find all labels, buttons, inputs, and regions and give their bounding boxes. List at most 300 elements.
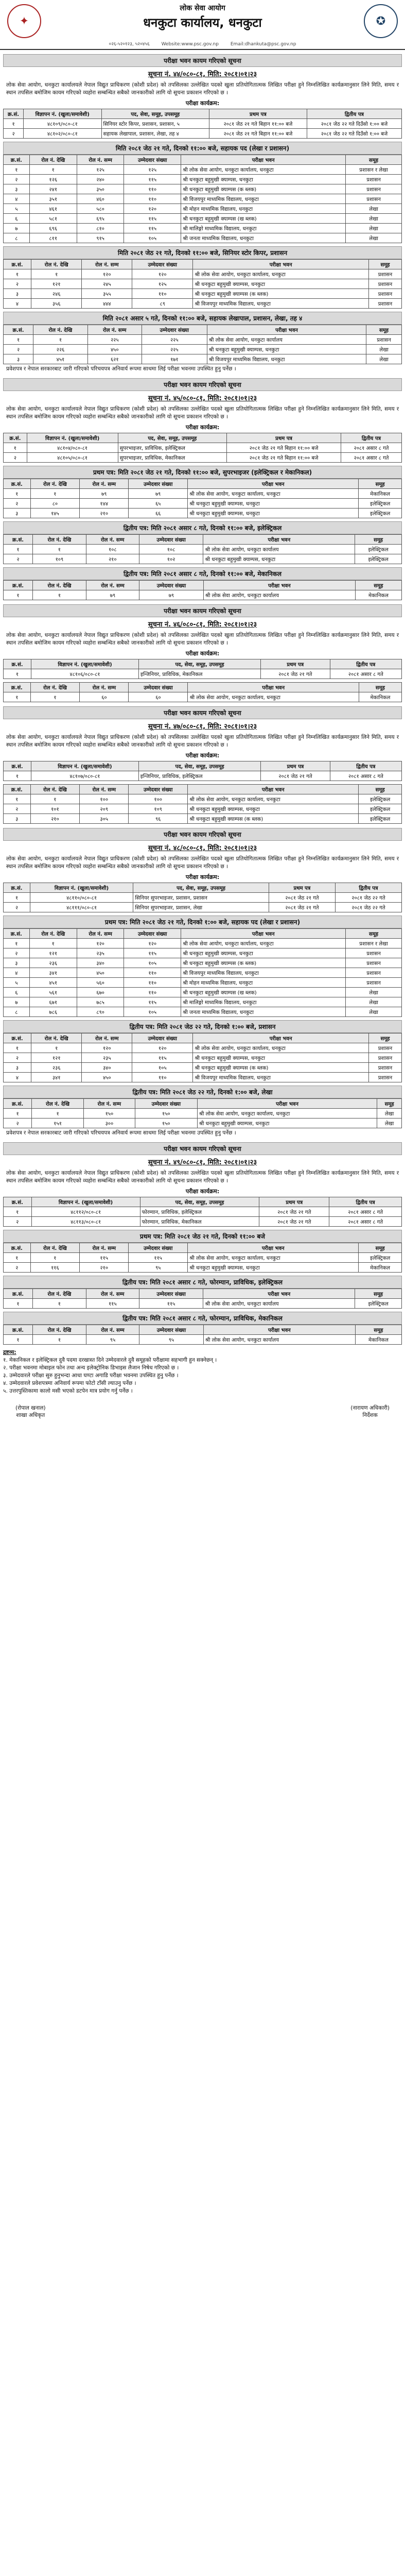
signer-name: (रोपाल खनाल) <box>15 1405 46 1411</box>
notice-paragraph: लोक सेवा आयोग, धनकुटा कार्यालयले नेपाल विद्युत प्राधिकरण (कोशी प्रदेश) को तपसिलका उल्लेखित पदको खुला प्रतियोगितात्मक लिखित परीक्षा हुने निम्नलिखित कार्यक्रमानुसार लिने मिति, समय र स्थान तपसिल बमोजिम कायम गरिएको व्यहोरा सम्बन्धित सबैको जानकारीको लागि यो सूचना प्रकाशन गरिएको छ । <box>6 406 399 420</box>
table-cell: २०८१ जेठ २१ गते <box>269 903 335 912</box>
column-header: रोल नं. देखि <box>33 1325 86 1335</box>
table-cell: श्री लोक सेवा आयोग, धनकुटा कार्यालय <box>203 590 355 600</box>
table-cell: प्रशासन <box>368 289 401 299</box>
column-header: क्र.सं. <box>4 1289 33 1299</box>
table-cell: २३५ <box>77 948 124 958</box>
phone-text: ०२६-५२०१२३, ५२०४५६ <box>109 42 150 47</box>
table-cell: श्री विजयपुर माध्यमिक विद्यालय, धनकुटा <box>193 1073 369 1082</box>
column-header: परीक्षा भवन <box>203 1325 355 1335</box>
table-cell: १ <box>4 692 31 702</box>
column-header: विज्ञापन नं. (खुला/समावेशी) <box>31 761 138 771</box>
column-header: रोल नं. सम्म <box>77 929 124 939</box>
table-cell: २०८१ जेठ २१ गते बिहान ११:०० बजे <box>209 129 307 139</box>
table-cell: प्रशासन <box>346 968 402 978</box>
table-cell: प्रशासन <box>368 1073 401 1082</box>
table-cell: ६५ <box>129 499 188 509</box>
table-cell: ४५० <box>82 1073 132 1082</box>
venue-title: मिति २०८१ असार ५ गते, दिनको ११:०० बजे, सहायक लेखापाल, प्रशासन, लेखा, तह ४ <box>3 312 402 325</box>
table-cell: श्री लोक सेवा आयोग, धनकुटा कार्यालय, धनकुटा <box>188 794 359 804</box>
table-cell: १ <box>4 335 33 345</box>
column-header: समूह <box>346 155 402 165</box>
table-cell: १०५ <box>132 1063 193 1073</box>
column-header: क्र.सं. <box>4 785 31 794</box>
column-header: रोल नं. सम्म <box>80 479 129 489</box>
table-row <box>4 692 402 702</box>
notice-banner: परीक्षा भवन कायम गरिएको सूचना <box>3 604 402 617</box>
table-cell: श्री धनकुटा बहुमुखी क्याम्पस, धनकुटा <box>181 948 346 958</box>
table-cell: ११६ <box>30 1263 80 1273</box>
column-header: उम्मेदवार संख्या <box>139 1325 204 1335</box>
table-cell: २०८१ जेठ २१ गते <box>259 1207 329 1217</box>
table-cell: ८९० <box>77 1007 124 1017</box>
column-header: रोल नं. देखि <box>30 683 80 692</box>
notice-banner: परीक्षा भवन कायम गरिएको सूचना <box>3 828 402 841</box>
table-cell: १०५ <box>124 233 181 243</box>
column-header: क्र.सं. <box>4 581 33 590</box>
footnote-item: ५. उत्तरपुस्तिकामा कालो मसी भएको डटपेन मात्र प्रयोग गर्नु पर्नेछ । <box>3 1388 133 1394</box>
table-cell: लेखा <box>346 233 402 243</box>
table-header-row <box>4 659 402 669</box>
table-cell: ७९ <box>86 590 139 600</box>
table-row <box>4 978 402 988</box>
table-cell: ६७१ <box>29 997 77 1007</box>
table-cell: श्री धनकुटा बहुमुखी क्याम्पस, धनकुटा <box>207 345 366 354</box>
table-cell: ७८६ <box>29 1007 77 1017</box>
table-cell: श्री धनकुटा बहुमुखी क्याम्पस (क ब्लक) <box>193 289 369 299</box>
table-cell: श्री धनकुटा बहुमुखी क्याम्पस (क ब्लक) <box>188 814 359 824</box>
table-row <box>4 669 402 679</box>
table-cell: २ <box>4 1118 32 1128</box>
table-cell: ९५ <box>139 1335 204 1345</box>
table-cell: २ <box>4 804 31 814</box>
table-cell: १२१ <box>31 279 82 289</box>
table-cell: लेखा <box>366 354 402 364</box>
table-cell: ११० <box>132 289 193 299</box>
table-cell: श्री धनकुटा बहुमुखी क्याम्पस, धनकुटा <box>193 279 369 289</box>
table-cell: ६७० <box>77 988 124 997</box>
table-cell: १ <box>33 545 86 554</box>
notice-section <box>3 378 402 600</box>
column-header: रोल नं. सम्म <box>83 1099 135 1109</box>
table-cell: ७८५ <box>77 997 124 1007</box>
table-cell: ३ <box>4 509 31 518</box>
schedule-table <box>3 883 402 912</box>
table-cell: ११० <box>124 184 181 194</box>
table-cell: प्रशासन <box>368 1043 401 1053</box>
table-cell: प्रशासन <box>368 279 401 289</box>
contact-info <box>0 40 405 47</box>
table-cell: १०८ <box>139 545 203 554</box>
notice-banner: परीक्षा भवन कायम गरिएको सूचना <box>3 54 402 67</box>
table-cell: १ <box>4 939 30 948</box>
table-cell: ३०० <box>83 1118 135 1128</box>
table-cell: १०२ <box>139 554 203 564</box>
table-header-row <box>4 1325 402 1335</box>
column-header: उम्मेदवार संख्या <box>124 155 181 165</box>
table-cell: १ <box>4 1207 32 1217</box>
table-row <box>4 1053 402 1063</box>
column-header: रोल नं. देखि <box>33 1289 86 1299</box>
venue-title: द्वितीय पत्र: मिति २०८१ असार ८ गते, दिनको ११:०० बजे, मेकानिकल <box>3 567 402 580</box>
table-cell: ४८१०९/०८०-८१ <box>24 119 101 129</box>
table-cell: ८ <box>4 1007 30 1017</box>
column-header: परीक्षा भवन <box>181 929 346 939</box>
table-cell: इलेक्ट्रिकल <box>359 509 402 518</box>
table-cell: १ <box>4 893 30 903</box>
column-header: विज्ञापन नं. (खुला/समावेशी) <box>24 109 101 119</box>
table-cell: ३०५ <box>80 814 129 824</box>
venue-title: द्वितीय पत्र: मिति २०८१ असार ८ गते, फोरम्यान, प्राविधिक, इलेक्ट्रिकल <box>3 1276 402 1289</box>
venue-table <box>3 155 402 243</box>
column-header: उम्मेदवार संख्या <box>124 929 181 939</box>
column-header: समूह <box>346 929 402 939</box>
table-cell: प्रशासन <box>346 978 402 988</box>
venue-table <box>3 1289 402 1309</box>
table-cell: ४८१०४/०८०-८१ <box>27 443 118 453</box>
website-link[interactable]: Website:www.psc.gov.np <box>161 42 219 47</box>
table-cell: ११५ <box>124 224 181 233</box>
table-cell: १२५ <box>124 165 181 175</box>
column-header: रोल नं. सम्म <box>87 325 142 335</box>
table-cell: प्रशासन <box>346 194 402 204</box>
table-header-row <box>4 785 402 794</box>
column-header: रोल नं. देखि <box>33 325 88 335</box>
table-cell: श्री विजयपुर माध्यमिक विद्यालय, धनकुटा <box>181 194 346 204</box>
table-cell: २०८१ असार ८ गते <box>329 1217 402 1227</box>
table-cell: १ <box>32 1109 84 1118</box>
table-cell: २०८१ असार ८ गते <box>341 453 401 463</box>
column-header: उम्मेदवार संख्या <box>132 1033 193 1043</box>
schedule-label: परीक्षा कार्यक्रम: <box>185 424 220 431</box>
table-cell: २ <box>4 175 30 184</box>
table-cell: १ <box>4 669 31 679</box>
notice-banner: परीक्षा भवन कायम गरिएको सूचना <box>3 706 402 719</box>
table-cell: १ <box>33 1335 86 1345</box>
table-row <box>4 345 402 354</box>
table-cell: १ <box>4 1299 33 1309</box>
column-header: पद, सेवा, समूह, उपसमूह <box>101 109 209 119</box>
table-cell: श्री मालिङ्गो माध्यमिक विद्यालय, धनकुटा <box>181 224 346 233</box>
column-header: क्र.सं. <box>4 109 24 119</box>
column-header: उम्मेदवार संख्या <box>139 535 203 545</box>
table-header-row <box>4 535 402 545</box>
schedule-table <box>3 109 402 139</box>
table-cell: २ <box>4 345 33 354</box>
column-header: रोल नं. सम्म <box>86 1325 139 1335</box>
column-header: द्वितीय पत्र <box>330 659 401 669</box>
psc-logo-icon: ✪ <box>364 4 398 38</box>
column-header: परीक्षा भवन <box>203 581 355 590</box>
column-header: रोल नं. सम्म <box>80 1243 129 1253</box>
venue-title: द्वितीय पत्र: मिति २०८१ जेठ २२ गते, दिनको १:०० बजे, प्रशासन <box>3 1020 402 1033</box>
column-header: समूह <box>366 325 402 335</box>
table-cell: २०८१ असार ८ गते <box>341 443 401 453</box>
venue-table <box>3 259 402 309</box>
table-cell: लेखा <box>346 214 402 224</box>
notice-paragraph: लोक सेवा आयोग, धनकुटा कार्यालयले नेपाल विद्युत प्राधिकरण (कोशी प्रदेश) को तपसिलका उल्लेखित पदको खुला प्रतियोगितात्मक लिखित परीक्षा हुने निम्नलिखित कार्यक्रमानुसार लिने मिति, समय र स्थान तपसिल बमोजिम कायम गरिएको व्यहोरा सम्बन्धित सबैको जानकारीको लागि यो सूचना प्रकाशन गरिएको छ । <box>6 82 399 96</box>
table-cell: २२६ <box>33 345 88 354</box>
table-header-row <box>4 479 402 489</box>
table-cell: प्रशासन <box>346 948 402 958</box>
table-cell: १०५ <box>124 1007 181 1017</box>
table-cell: लेखा <box>346 204 402 214</box>
column-header: परीक्षा भवन <box>203 1289 355 1299</box>
table-header-row <box>4 1289 402 1299</box>
notice-banner: परीक्षा भवन कायम गरिएको सूचना <box>3 1142 402 1155</box>
table-row <box>4 545 402 554</box>
table-cell: ४ <box>4 299 31 309</box>
table-cell: श्री विजयपुर माध्यमिक विद्यालय, धनकुटा <box>193 299 369 309</box>
notice-section <box>3 828 402 1138</box>
email-link[interactable]: Email:dhankuta@psc.gov.np <box>230 42 296 47</box>
table-row <box>4 903 402 912</box>
table-cell: श्री धनकुटा बहुमुखी क्याम्पस, धनकुटा <box>188 804 359 814</box>
notice-number: सूचना नं. ४६/०८०-८१, मिति: २०८१।०१।२३ <box>148 621 257 629</box>
table-row <box>4 1263 402 1273</box>
table-cell: इलेक्ट्रिकल <box>359 1253 402 1263</box>
notice-paragraph: लोक सेवा आयोग, धनकुटा कार्यालयले नेपाल विद्युत प्राधिकरण (कोशी प्रदेश) को तपसिलका उल्लेखित पदको खुला प्रतियोगितात्मक लिखित परीक्षा हुने निम्नलिखित कार्यक्रमानुसार लिने मिति, समय र स्थान तपसिल बमोजिम कायम गरिएको व्यहोरा सम्बन्धित सबैको जानकारीको लागि यो सूचना प्रकाशन गरिएको छ । <box>6 1170 399 1184</box>
table-cell: १ <box>4 1109 32 1118</box>
table-cell: २ <box>4 279 31 289</box>
table-cell: श्री धनकुटा बहुमुखी क्याम्पस (ख ब्लक) <box>181 214 346 224</box>
table-cell: ४५१ <box>29 978 77 988</box>
table-cell: प्रशासन र लेखा <box>346 165 402 175</box>
notice-number: सूचना नं. ४८/०८०-८१, मिति: २०८१।०१।२३ <box>148 844 257 852</box>
table-header-row <box>4 761 402 771</box>
table-cell: ५६० <box>77 978 124 988</box>
schedule-table <box>3 659 402 679</box>
table-row <box>4 299 402 309</box>
table-row <box>4 443 402 453</box>
table-cell: ११५ <box>132 1053 193 1063</box>
column-header: रोल नं. सम्म <box>86 1289 139 1299</box>
table-cell: ९६ <box>129 814 188 824</box>
table-cell: ४८१०५/०८०-८१ <box>27 453 118 463</box>
column-header: प्रथम पत्र <box>259 1197 329 1207</box>
table-row <box>4 354 402 364</box>
government-emblem-icon: ✦ <box>7 4 41 38</box>
venue-title: प्रथम पत्र: मिति २०८१ जेठ २१ गते, दिनको ११:०० बजे, सुपरभाइजर (इलेक्ट्रिकल र मेकानिकल) <box>3 466 402 479</box>
table-cell: श्री मोहन माध्यमिक विद्यालय, धनकुटा <box>181 978 346 988</box>
table-cell: १५० <box>83 1109 135 1118</box>
schedule-label: परीक्षा कार्यक्रम: <box>185 100 220 107</box>
table-cell: २४० <box>77 175 124 184</box>
page-header <box>0 0 405 50</box>
table-cell: इलेक्ट्रिकल <box>355 545 402 554</box>
table-cell: ४ <box>4 968 30 978</box>
notice-paragraph: लोक सेवा आयोग, धनकुटा कार्यालयले नेपाल विद्युत प्राधिकरण (कोशी प्रदेश) को तपसिलका उल्लेखित पदको खुला प्रतियोगितात्मक लिखित परीक्षा हुने निम्नलिखित कार्यक्रमानुसार लिने मिति, समय र स्थान तपसिल बमोजिम कायम गरिएको व्यहोरा सम्बन्धित सबैको जानकारीको लागि यो सूचना प्रकाशन गरिएको छ । <box>6 734 399 748</box>
table-cell: ११० <box>132 1073 193 1082</box>
table-cell: २०८१ जेठ २१ गते <box>259 1217 329 1227</box>
table-cell: २२५ <box>142 335 207 345</box>
table-cell: श्री लोक सेवा आयोग, धनकुटा कार्यालय <box>203 1299 355 1309</box>
table-row <box>4 1073 402 1082</box>
table-cell: फोरम्यान, प्राविधिक, मेकानिकल <box>140 1217 259 1227</box>
table-cell: ५ <box>4 204 30 214</box>
org-line-1: लोक सेवा आयोग <box>180 4 225 12</box>
table-cell: २४६ <box>31 289 82 299</box>
venue-table <box>3 682 402 702</box>
notice-number: सूचना नं. ४९/०८०-८१, मिति: २०८१।०१।२३ <box>148 1159 257 1166</box>
table-cell: ११५ <box>80 1253 129 1263</box>
table-cell: १०१ <box>30 804 80 814</box>
table-cell: ८९ <box>132 299 193 309</box>
table-cell: २०८१ असार ८ गते <box>330 771 401 781</box>
table-cell: ९५ <box>129 1263 188 1273</box>
table-cell: ७९ <box>139 590 204 600</box>
table-cell: ३ <box>4 184 30 194</box>
column-header: उम्मेदवार संख्या <box>129 479 188 489</box>
table-cell: १२० <box>82 1043 132 1053</box>
table-cell: ६ <box>4 988 30 997</box>
table-cell: २ <box>4 903 30 912</box>
signature-block <box>15 1404 390 1419</box>
table-cell: प्रशासन <box>368 269 401 279</box>
venue-table <box>3 1098 402 1128</box>
column-header: रोल नं. देखि <box>31 1033 82 1043</box>
table-cell: २३६ <box>31 1063 82 1073</box>
venue-table <box>3 928 402 1017</box>
column-header: रोल नं. देखि <box>29 929 77 939</box>
table-row <box>4 958 402 968</box>
table-cell: मेकानिकल <box>359 489 402 499</box>
table-row <box>4 1118 402 1128</box>
table-cell: ८ <box>4 233 30 243</box>
column-header: पद, सेवा, समूह, उपसमूह <box>118 433 227 443</box>
column-header: प्रथम पत्र <box>227 433 341 443</box>
table-cell: ११५ <box>129 1253 188 1263</box>
table-cell: २ <box>4 129 24 139</box>
footnotes-title: द्रष्टव्य: <box>3 1349 16 1355</box>
table-row <box>4 175 402 184</box>
table-row <box>4 1007 402 1017</box>
table-cell: इलेक्ट्रिकल <box>359 804 402 814</box>
column-header: रोल नं. देखि <box>31 260 82 269</box>
footnote-item: २. परीक्षा भवनमा मोबाइल फोन तथा अन्य इलेक्ट्रोनिक डिभाइस लैजान निषेध गरिएको छ । <box>3 1365 179 1371</box>
table-header-row <box>4 260 402 269</box>
table-cell: २ <box>4 453 27 463</box>
table-cell: श्री मालिङ्गो माध्यमिक विद्यालय, धनकुटा <box>181 997 346 1007</box>
table-cell: १२५ <box>77 165 124 175</box>
table-cell: १४५ <box>30 509 80 518</box>
notice-banner: परीक्षा भवन कायम गरिएको सूचना <box>3 378 402 391</box>
table-cell: १०९ <box>129 804 188 814</box>
table-cell: श्री लोक सेवा आयोग, धनकुटा कार्यालय, धनकुटा <box>188 1253 359 1263</box>
venue-table <box>3 1033 402 1082</box>
table-cell: लेखा <box>346 224 402 233</box>
table-cell: १ <box>30 489 80 499</box>
table-cell: ४५० <box>77 968 124 978</box>
venue-table <box>3 479 402 518</box>
table-cell: प्रशासन <box>368 1053 401 1063</box>
table-cell: ३४१ <box>29 968 77 978</box>
column-header: परीक्षा भवन <box>197 1099 377 1109</box>
table-row <box>4 499 402 509</box>
table-header-row <box>4 1033 402 1043</box>
table-cell: ६२१ <box>87 354 142 364</box>
table-cell: ४८११३/०८०-८१ <box>31 1217 140 1227</box>
table-cell: ३५५ <box>82 289 132 299</box>
column-header: रोल नं. सम्म <box>80 785 129 794</box>
table-cell: २ <box>4 1053 31 1063</box>
column-header: रोल नं. सम्म <box>82 1033 132 1043</box>
column-header: क्र.सं. <box>4 325 33 335</box>
table-cell: ४८१०६/०८०-८१ <box>31 669 139 679</box>
table-cell: १ <box>33 1299 86 1309</box>
signer-title: निर्देशक <box>362 1412 378 1418</box>
table-cell: ३ <box>4 289 31 299</box>
column-header: क्र.सं. <box>4 883 30 893</box>
table-cell: २ <box>4 499 31 509</box>
table-header-row <box>4 155 402 165</box>
table-cell: श्री लोक सेवा आयोग, धनकुटा कार्यालय, धनकुटा <box>181 939 346 948</box>
table-cell: ३४० <box>82 1063 132 1073</box>
column-header: उम्मेदवार संख्या <box>139 1289 203 1299</box>
table-cell: ३ <box>4 814 31 824</box>
table-cell: १२० <box>132 1043 193 1053</box>
table-cell: १४४ <box>80 499 129 509</box>
table-cell: इन्जिनियर, प्राविधिक, मेकानिकल <box>139 669 261 679</box>
table-cell: ११० <box>124 968 181 978</box>
column-header: द्वितीय पत्र <box>330 761 401 771</box>
table-row <box>4 1335 402 1345</box>
table-cell: १ <box>4 489 31 499</box>
closing-note: प्रवेशपत्र र नेपाल सरकारबाट जारी गरिएको परिचयपत्र अनिवार्य रूपमा साथमा लिई परीक्षा भवनमा उपस्थित हुनु पर्नेछ । <box>6 366 236 372</box>
table-row <box>4 939 402 948</box>
table-cell: २०८१ जेठ २२ गते <box>335 903 401 912</box>
table-cell: लेखा <box>377 1118 402 1128</box>
table-cell: ११० <box>124 988 181 997</box>
signature-left <box>15 1404 46 1419</box>
table-cell: ११५ <box>86 1299 139 1309</box>
column-header: विज्ञापन नं. (खुला/समावेशी) <box>31 659 139 669</box>
table-cell: मेकानिकल <box>355 590 401 600</box>
table-cell: ३ <box>4 958 30 968</box>
table-row <box>4 224 402 233</box>
column-header: द्वितीय पत्र <box>341 433 401 443</box>
table-cell: ४५० <box>87 345 142 354</box>
table-cell: १५० <box>135 1118 197 1128</box>
signer-name: (नारायण अधिकारी) <box>350 1405 390 1411</box>
table-cell: ६ <box>4 214 30 224</box>
table-cell: श्री लोक सेवा आयोग, धनकुटा कार्यालय <box>207 335 366 345</box>
table-cell: २३५ <box>82 1053 132 1063</box>
table-cell: १ <box>4 1043 31 1053</box>
table-cell: १ <box>33 590 86 600</box>
table-cell: ३४१ <box>31 1073 82 1082</box>
notices-container <box>0 54 405 1345</box>
table-header-row <box>4 433 402 443</box>
table-cell: १ <box>33 335 88 345</box>
table-row <box>4 1043 402 1053</box>
column-header: परीक्षा भवन <box>181 155 346 165</box>
column-header: रोल नं. देखि <box>30 1243 80 1253</box>
table-cell: प्रशासन र लेखा <box>346 939 402 948</box>
table-row <box>4 233 402 243</box>
notice-section <box>3 706 402 824</box>
column-header: उम्मेदवार संख्या <box>139 581 204 590</box>
table-row <box>4 204 402 214</box>
table-header-row <box>4 883 402 893</box>
table-cell: १५० <box>135 1109 197 1118</box>
org-line-2: धनकुटा कार्यालय, धनकुटा <box>143 15 262 30</box>
table-cell: श्री धनकुटा बहुमुखी क्याम्पस (ख ब्लक) <box>181 988 346 997</box>
column-header: द्वितीय पत्र <box>307 109 401 119</box>
table-header-row <box>4 929 402 939</box>
table-cell: १०० <box>129 794 188 804</box>
table-cell: प्रशासन <box>368 1063 401 1073</box>
